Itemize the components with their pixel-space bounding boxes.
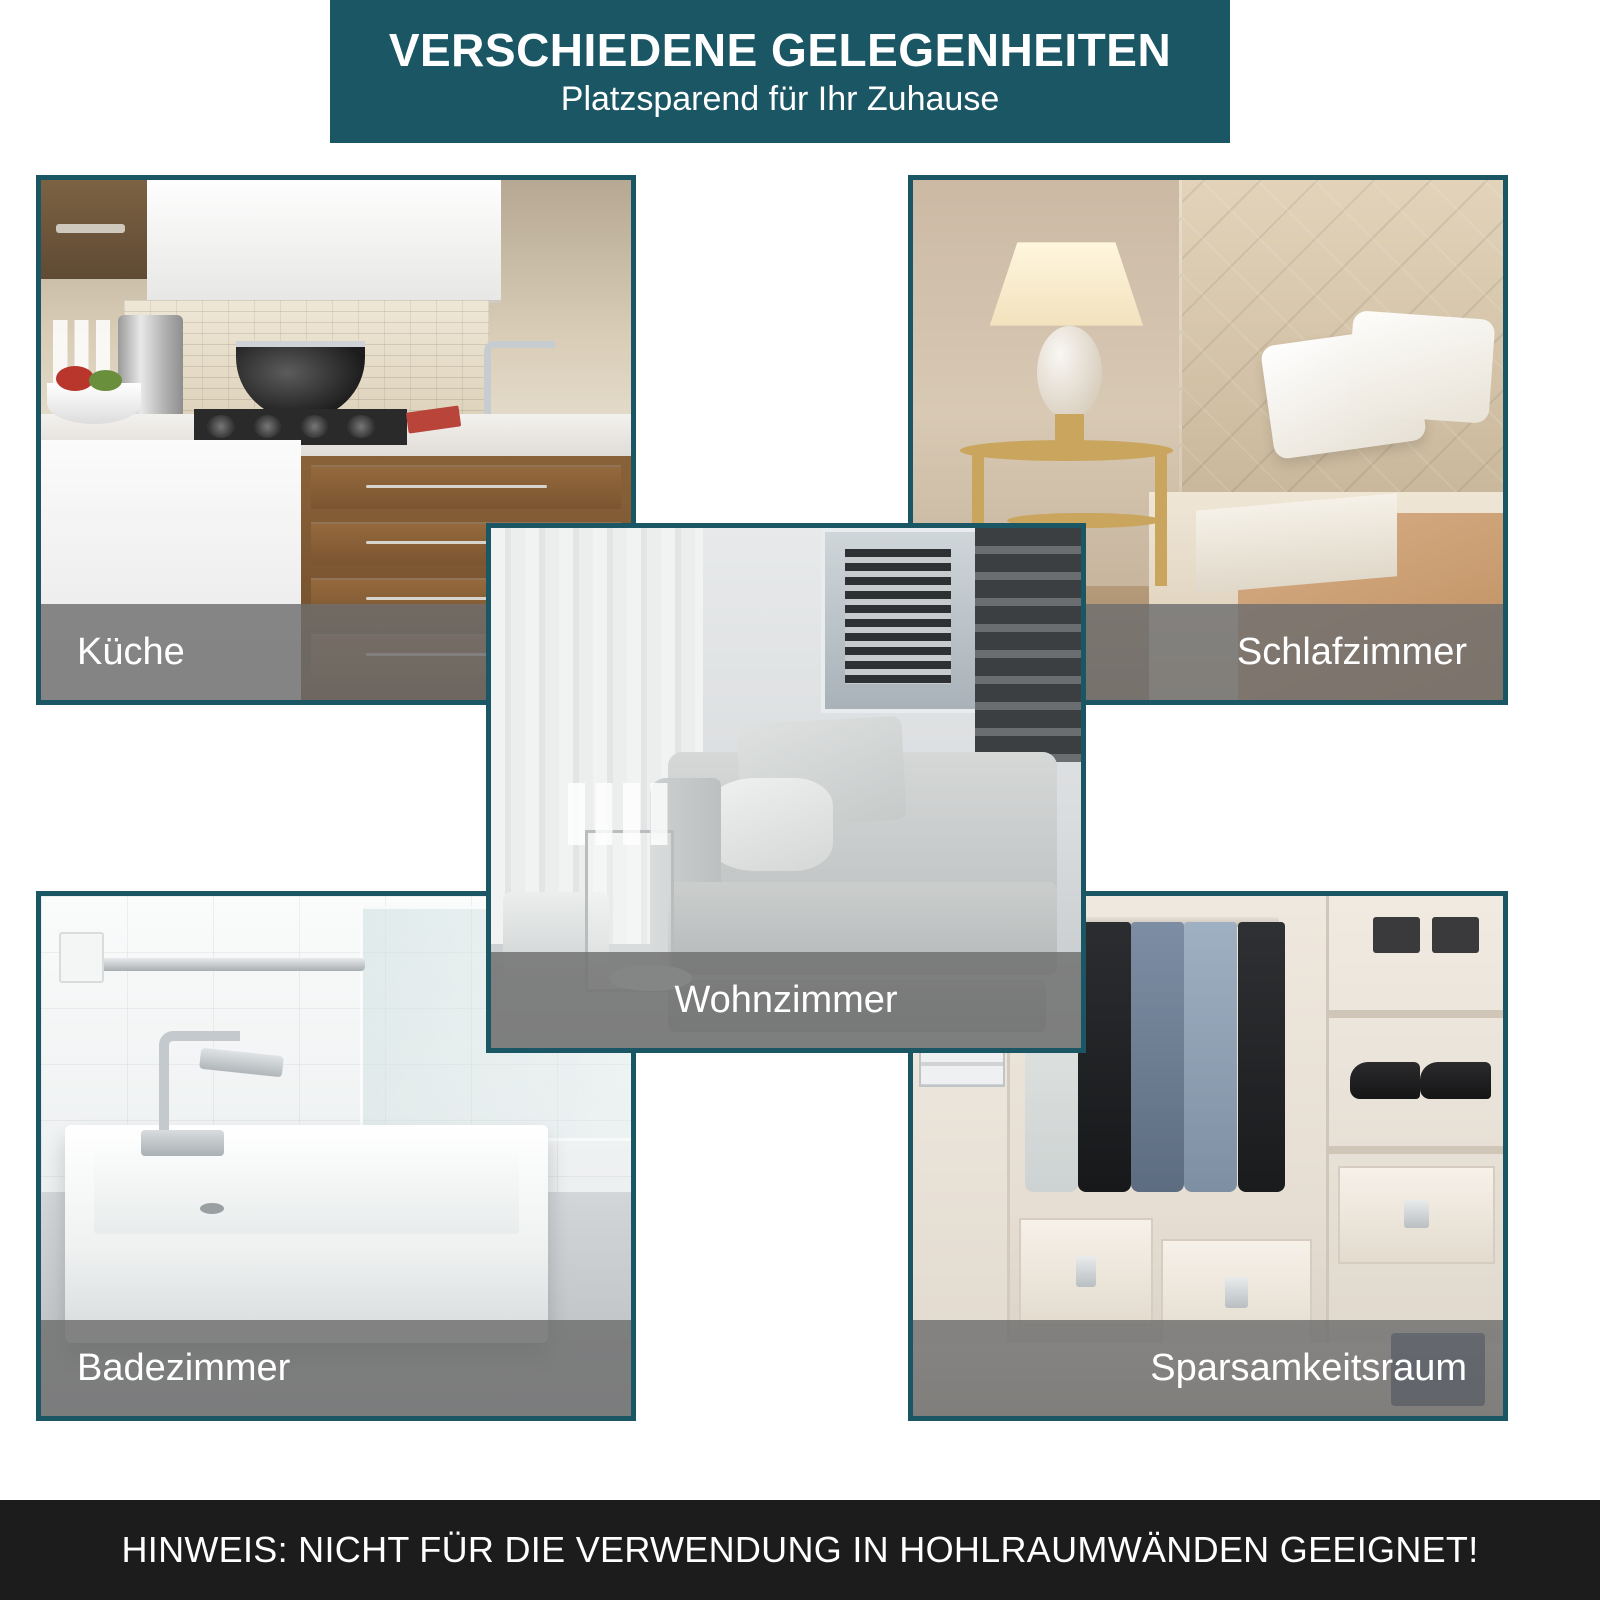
tile-living-room [486, 523, 1086, 1053]
tile-caption-living-room: Wohnzimmer [491, 952, 1081, 1048]
tile-caption-storage: Sparsamkeitsraum [913, 1320, 1503, 1416]
room-collage [0, 143, 1600, 1500]
tile-caption-bathroom: Badezimmer [41, 1320, 631, 1416]
tile-caption-bedroom: Schlafzimmer [913, 604, 1503, 700]
page-subtitle: Platzsparend für Ihr Zuhause [560, 80, 1000, 119]
header-banner [330, 0, 1230, 143]
footer-banner [0, 1500, 1600, 1600]
tile-caption-kitchen: Küche [41, 604, 631, 700]
page-title: VERSCHIEDENE GELEGENHEITEN [388, 24, 1172, 77]
footer-note: HINWEIS: NICHT FÜR DIE VERWENDUNG IN HOHLRAUMWÄNDEN GEEIGNET! [121, 1529, 1479, 1570]
